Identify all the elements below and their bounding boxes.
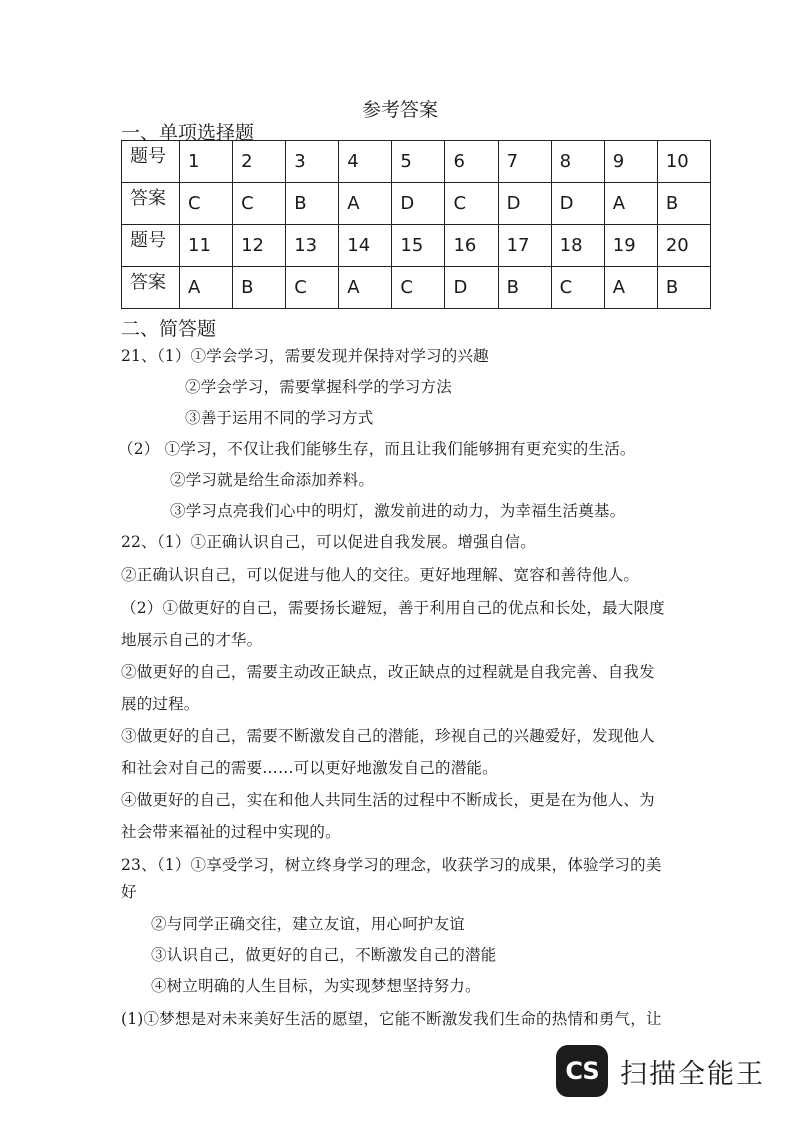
table-cell: 13 xyxy=(286,225,339,267)
table-cell: 7 xyxy=(498,141,551,183)
table-cell: 15 xyxy=(392,225,445,267)
row-label: 答案 xyxy=(122,183,180,225)
table-cell: B xyxy=(286,183,339,225)
text-line: 地展示自己的才华。 xyxy=(121,631,263,649)
page-title: 参考答案 xyxy=(361,99,438,121)
table-row xyxy=(122,267,711,309)
table-row xyxy=(122,183,711,225)
table-cell: D xyxy=(392,183,445,225)
scanner-logo-icon: CS xyxy=(556,1045,608,1097)
table-cell: B xyxy=(657,183,710,225)
table-cell: D xyxy=(551,183,604,225)
row-label: 答案 xyxy=(122,267,180,309)
table-cell: 9 xyxy=(604,141,657,183)
text-line: ④做更好的自己，实在和他人共同生活的过程中不断成长，更是在为他人、为 xyxy=(121,791,655,809)
table-cell: C xyxy=(180,183,233,225)
text-line: 好 xyxy=(121,883,137,901)
text-line: ②与同学正确交往，建立友谊，用心呵护友谊 xyxy=(151,915,466,933)
section-heading-choice: 一、单项选择题 xyxy=(121,122,255,144)
table-cell: A xyxy=(604,183,657,225)
text-line: 23、（1）①享受学习，树立终身学习的理念，收获学习的成果，体验学习的美 xyxy=(121,856,662,874)
table-cell: 19 xyxy=(604,225,657,267)
table-row xyxy=(122,225,711,267)
table-cell: D xyxy=(498,183,551,225)
table-cell: 3 xyxy=(286,141,339,183)
text-line: ③做更好的自己，需要不断激发自己的潜能，珍视自己的兴趣爱好，发现他人 xyxy=(121,727,655,745)
table-cell: B xyxy=(657,267,710,309)
text-line: 展的过程。 xyxy=(121,695,200,713)
table-cell: 17 xyxy=(498,225,551,267)
text-line: 和社会对自己的需要……可以更好地激发自己的潜能。 xyxy=(121,759,498,777)
table-cell: B xyxy=(233,267,286,309)
table-cell: C xyxy=(233,183,286,225)
text-line: ④树立明确的人生目标，为实现梦想坚持努力。 xyxy=(151,977,481,995)
text-line: ③善于运用不同的学习方式 xyxy=(185,409,374,427)
text-line: （2） ①学习，不仅让我们能够生存，而且让我们能够拥有更充实的生活。 xyxy=(118,440,636,458)
text-line: ②学会学习，需要掌握科学的学习方法 xyxy=(185,378,452,396)
table-cell: 16 xyxy=(445,225,498,267)
table-cell: A xyxy=(180,267,233,309)
table-cell: 4 xyxy=(339,141,392,183)
table-cell: 1 xyxy=(180,141,233,183)
row-label: 题号 xyxy=(122,141,180,183)
table-cell: D xyxy=(445,267,498,309)
table-cell: C xyxy=(445,183,498,225)
table-cell: 10 xyxy=(657,141,710,183)
table-cell: 12 xyxy=(233,225,286,267)
answer-table xyxy=(121,140,711,309)
text-line: 22、（1）①正确认识自己，可以促进自我发展。增强自信。 xyxy=(121,533,536,551)
table-cell: 8 xyxy=(551,141,604,183)
table-cell: 11 xyxy=(180,225,233,267)
table-cell: A xyxy=(339,267,392,309)
text-line: ③认识自己，做更好的自己，不断激发自己的潜能 xyxy=(151,946,497,964)
section-heading-short-answer: 二、简答题 xyxy=(121,318,217,340)
table-cell: C xyxy=(392,267,445,309)
table-cell: C xyxy=(551,267,604,309)
table-cell: C xyxy=(286,267,339,309)
text-line: ②正确认识自己，可以促进与他人的交往。更好地理解、宽容和善待他人。 xyxy=(121,566,640,584)
table-cell: B xyxy=(498,267,551,309)
text-line: ②学习就是给生命添加养料。 xyxy=(170,471,375,489)
table-row xyxy=(122,141,711,183)
row-label: 题号 xyxy=(122,225,180,267)
text-line: ②做更好的自己，需要主动改正缺点，改正缺点的过程就是自我完善、自我发 xyxy=(121,663,655,681)
scanner-brand-text: 扫描全能王 xyxy=(620,1058,765,1090)
table-cell: 18 xyxy=(551,225,604,267)
table-cell: A xyxy=(339,183,392,225)
text-line: 21、（1）①学会学习，需要发现并保持对学习的兴趣 xyxy=(121,347,489,365)
text-line: 社会带来福祉的过程中实现的。 xyxy=(121,823,341,841)
table-cell: 5 xyxy=(392,141,445,183)
text-line: (1)①梦想是对未来美好生活的愿望，它能不断激发我们生命的热情和勇气，让 xyxy=(121,1010,662,1028)
table-cell: 20 xyxy=(657,225,710,267)
table-cell: 2 xyxy=(233,141,286,183)
table-cell: 6 xyxy=(445,141,498,183)
table-cell: 14 xyxy=(339,225,392,267)
scanner-watermark xyxy=(556,1045,765,1097)
text-line: （2）①做更好的自己，需要扬长避短，善于利用自己的优点和长处，最大限度 xyxy=(121,599,665,617)
table-cell: A xyxy=(604,267,657,309)
text-line: ③学习点亮我们心中的明灯，激发前进的动力，为幸福生活奠基。 xyxy=(170,502,626,520)
